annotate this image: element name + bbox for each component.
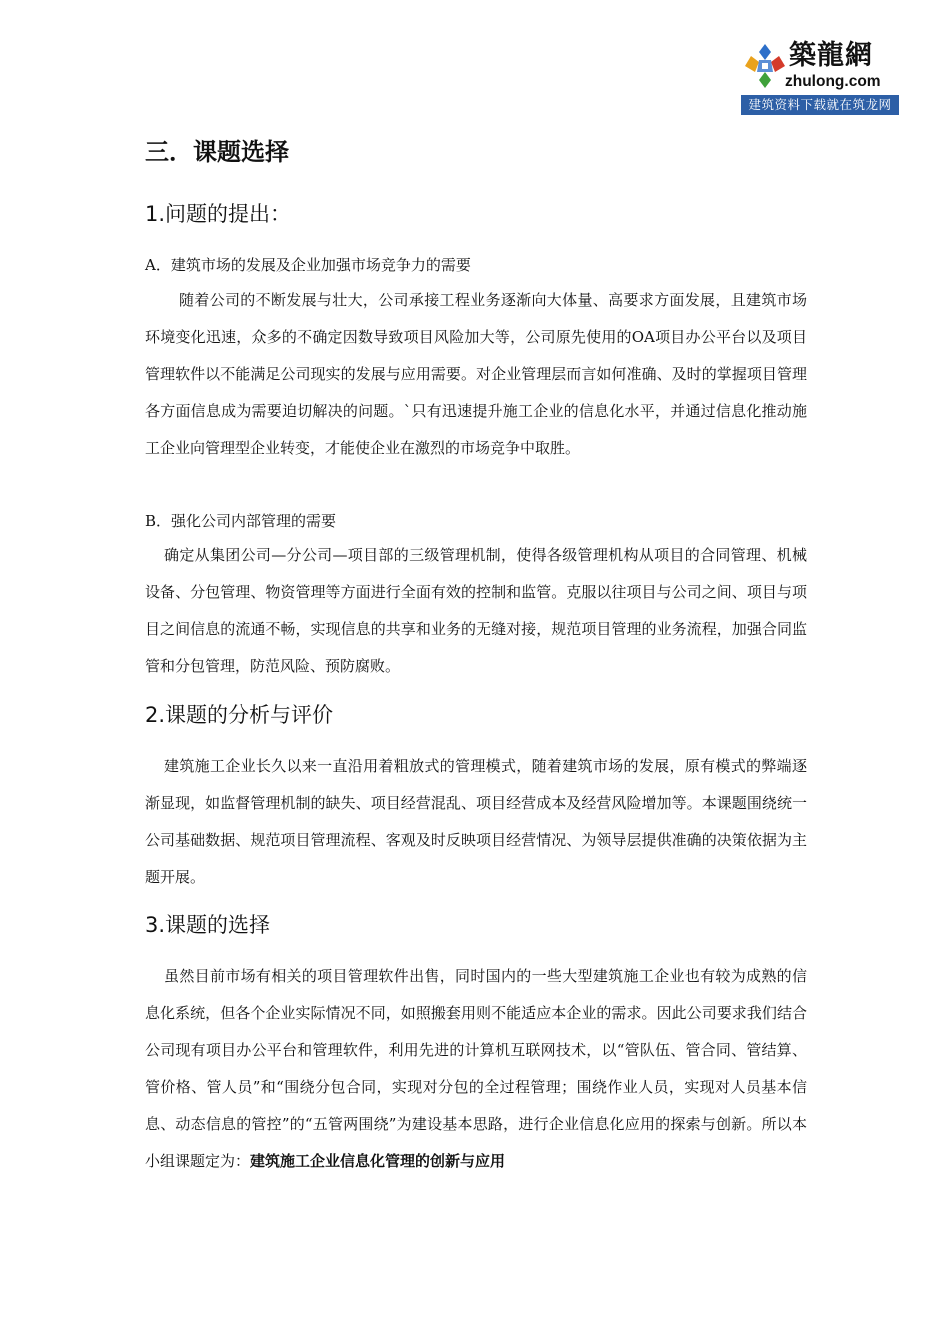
heading-analysis: 2.课题的分析与评价 <box>145 703 334 727</box>
paragraph-analysis: 建筑施工企业长久以来一直沿用着粗放式的管理模式，随着建筑市场的发展，原有模式的弊端逐渐显现，如监督管理机制的缺失、项目经营混乱、项目经营成本及经营风险增加等。本课题围绕统一公司基础数据、规范项目管理流程、客观及时反映项目经营情况、为领导层提供准确的决策依据为主题开展。 <box>145 757 807 886</box>
subheading-b: B．强化公司内部管理的需要 <box>145 512 337 530</box>
topic-name-bold: 建筑施工企业信息化管理的创新与应用 <box>250 1152 506 1170</box>
logo-domain: zhulong.com <box>785 73 881 90</box>
paragraph-selection-text: 虽然目前市场有相关的项目管理软件出售，同时国内的一些大型建筑施工企业也有较为成熟的信息化系统，但各个企业实际情况不同，如照搬套用则不能适应本企业的需求。因此公司要求我们结合公司现有项目办公平台和管理软件，利用先进的计算机互联网技术，以“管队伍、管合同、管结算、管价格、管人员”和“围绕分包合同，实现对分包的全过程管理；围绕作业人员，实现对人员基本信息、动态信息的管控”的“五管两围绕”为建设基本思路，进行企业信息化应用的探索与创新。所以本小组课题定为： <box>145 967 807 1170</box>
logo-tagline-band <box>741 95 899 115</box>
paragraph-selection <box>145 958 807 1180</box>
logo-top <box>741 38 899 96</box>
logo-tagline: 建筑资料下载就在筑龙网 <box>748 97 892 112</box>
zhulong-cube-icon <box>743 42 787 90</box>
paragraph-b: 确定从集团公司—分公司—项目部的三级管理机制，使得各级管理机构从项目的合同管理、机械设备、分包管理、物资管理等方面进行全面有效的控制和监管。克服以往项目与公司之间、项目与项目之间信息的流通不畅，实现信息的共享和业务的无缝对接，规范项目管理的业务流程，加强合同监管和分包管理，防范风险、预防腐败。 <box>145 546 807 675</box>
zhulong-logo <box>741 38 899 116</box>
subheading-a: A．建筑市场的发展及企业加强市场竞争力的需要 <box>145 256 471 274</box>
heading-selection: 3.课题的选择 <box>145 913 271 937</box>
paragraph-a: 随着公司的不断发展与壮大，公司承接工程业务逐渐向大体量、高要求方面发展，且建筑市场环境变化迅速，众多的不确定因数导致项目风险加大等，公司原先使用的OA项目办公平台以及项目管理软件以不能满足公司现实的发展与应用需要。对企业管理层而言如何准确、及时的掌握项目管理各方面信息成为需要迫切解决的问题。`只有迅速提升施工企业的信息化水平，并通过信息化推动施工企业向管理型企业转变，才能使企业在激烈的市场竞争中取胜。 <box>145 291 807 457</box>
logo-chinese-name: 築龍網 <box>789 40 873 71</box>
heading-problem: 1.问题的提出： <box>145 202 292 226</box>
section-title: 三．课题选择 <box>145 138 289 166</box>
